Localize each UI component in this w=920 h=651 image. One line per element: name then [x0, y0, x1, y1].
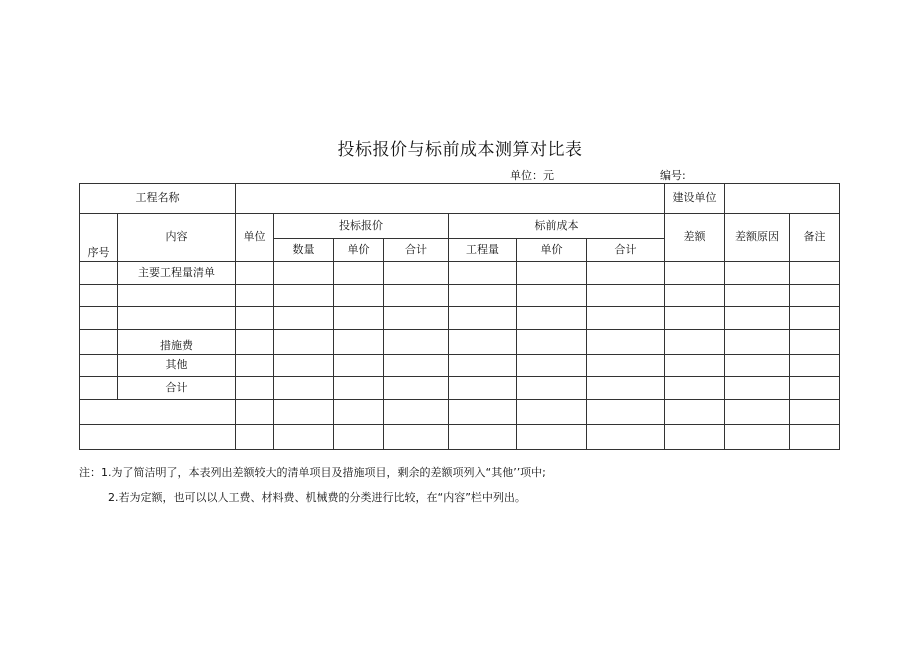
project-name-label: 工程名称	[80, 184, 236, 214]
table-row	[80, 262, 840, 285]
header-content: 内容	[118, 214, 236, 262]
blank-label-cell[interactable]	[80, 400, 236, 425]
table-row	[80, 425, 840, 450]
content-cell[interactable]: 主要工程量清单	[118, 262, 236, 285]
table-row	[80, 400, 840, 425]
header-diff-reason: 差额原因	[725, 214, 790, 262]
project-name-cell[interactable]	[236, 184, 665, 214]
content-cell[interactable]: 其他	[118, 355, 236, 377]
header-bid-total: 合计	[384, 239, 449, 262]
unit-label: 单位：元	[510, 169, 554, 182]
header-seq: 序号	[80, 214, 118, 262]
header-bid-group: 投标报价	[274, 214, 449, 239]
header-bid-price: 单价	[334, 239, 384, 262]
content-cell[interactable]	[118, 307, 236, 330]
table-row	[80, 330, 840, 355]
header-diff: 差额	[665, 214, 725, 262]
header-remark: 备注	[790, 214, 840, 262]
seq-cell[interactable]	[80, 262, 118, 285]
footnote-2: 2.若为定额，也可以以人工费、材料费、机械费的分类进行比较，在“内容”栏中列出。	[108, 491, 526, 504]
blank-label-cell[interactable]	[80, 425, 236, 450]
content-cell[interactable]: 合计	[118, 377, 236, 400]
seq-cell[interactable]	[80, 330, 118, 355]
header-pre-cost-group: 标前成本	[449, 214, 665, 239]
header-bid-qty: 数量	[274, 239, 334, 262]
seq-cell[interactable]	[80, 355, 118, 377]
table-row	[80, 307, 840, 330]
content-cell[interactable]	[118, 285, 236, 307]
project-info-row	[80, 184, 840, 214]
builder-label: 建设单位	[665, 184, 725, 214]
header-pre-price: 单价	[517, 239, 587, 262]
footnote-1: 注：1.为了简洁明了，本表列出差额较大的清单项目及措施项目，剩余的差额项列入“其他’’项中;	[79, 466, 546, 479]
table-row	[80, 377, 840, 400]
table-row	[80, 355, 840, 377]
builder-cell[interactable]	[725, 184, 840, 214]
code-label: 编号:	[660, 169, 686, 182]
header-pre-qty: 工程量	[449, 239, 517, 262]
header-unit: 单位	[236, 214, 274, 262]
seq-cell[interactable]	[80, 307, 118, 330]
content-cell[interactable]: 措施费	[118, 330, 236, 355]
header-pre-total: 合计	[587, 239, 665, 262]
comparison-table	[79, 183, 840, 450]
seq-cell[interactable]	[80, 285, 118, 307]
document-title: 投标报价与标前成本测算对比表	[337, 140, 583, 160]
table-row	[80, 285, 840, 307]
header-row-1	[80, 214, 840, 239]
seq-cell[interactable]	[80, 377, 118, 400]
